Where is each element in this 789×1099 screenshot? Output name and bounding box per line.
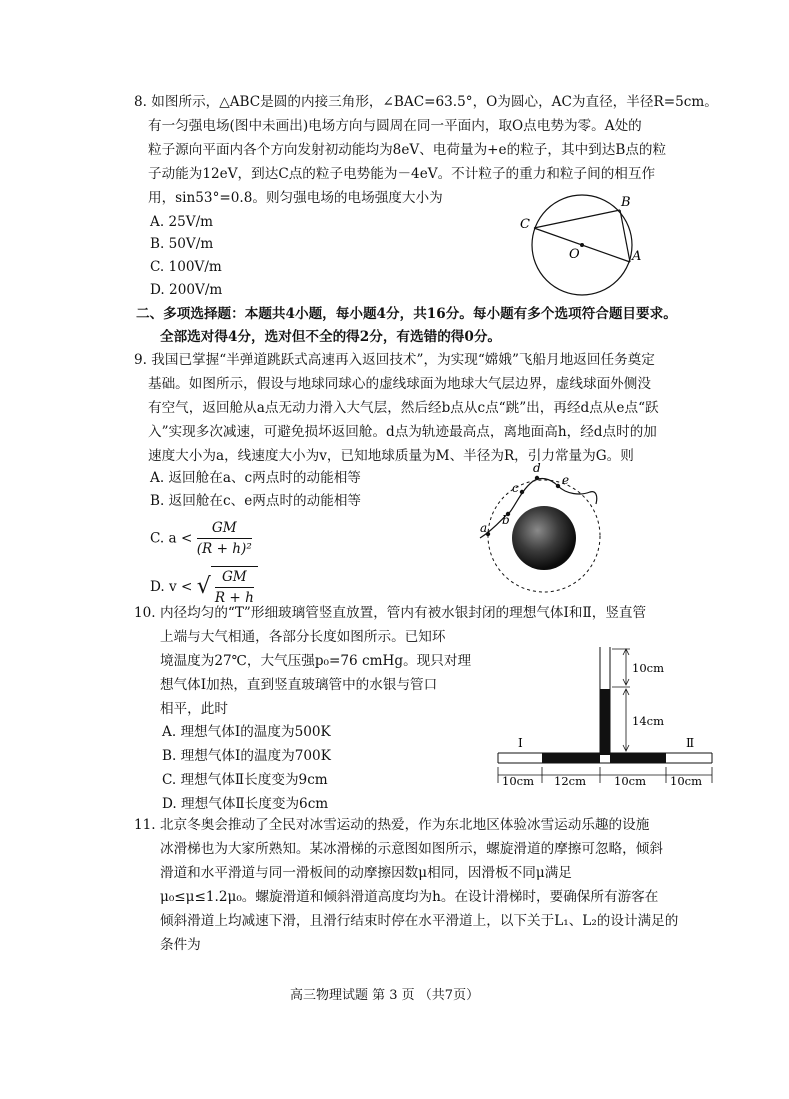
q10-label-14cm: 14cm	[632, 714, 664, 728]
q8-option-b: B. 50V/m	[150, 236, 214, 252]
q8-option-a: A. 25V/m	[150, 214, 214, 230]
q10-line-2: 上端与大气相通，各部分长度如图所示。已知环	[160, 629, 446, 645]
q9-option-d-numerator: GM	[215, 567, 254, 588]
q9-line-1: 9. 我国已掌握“半弹道跳跃式高速再入返回技术”，为实现“嫦娥”飞船月地返回任务奠定	[134, 352, 655, 368]
q9-option-c-numerator: GM	[197, 518, 252, 539]
q10-option-b: B. 理想气体Ⅰ的温度为700K	[162, 748, 331, 764]
q11-line-3: 滑道和水平滑道与同一滑板间的动摩擦因数μ相同，因滑板不同μ满足	[160, 865, 572, 881]
q8-circle-figure	[510, 190, 650, 300]
q9-label-c: c	[512, 481, 519, 495]
q11-line-6: 条件为	[160, 937, 201, 953]
q8-line-5: 用，sin53°=0.8。则匀强电场的电场强度大小为	[148, 190, 443, 206]
q9-line-2: 基础。如图所示，假设与地球同球心的虚线球面为地球大气层边界，虚线球面外侧没	[148, 376, 651, 392]
q9-option-b: B. 返回舱在c、e两点时的动能相等	[150, 493, 362, 509]
q9-label-a: a	[480, 521, 488, 535]
q8-line-1: 8. 如图所示，△ABC是圆的内接三角形，∠BAC=63.5°，O为圆心，AC为直径，半径R=5cm。	[134, 94, 718, 110]
q9-label-b: b	[502, 513, 510, 527]
q10-left-mercury	[542, 753, 600, 763]
q10-label-gas-ii: Ⅱ	[686, 736, 695, 750]
q9-point-d	[535, 476, 539, 480]
q8-option-d: D. 200V/m	[150, 282, 223, 298]
q10-vertical-mercury	[600, 689, 610, 755]
q11-line-4: μ₀≤μ≤1.2μ₀。螺旋滑道和倾斜滑道高度均为h。在设计滑梯时，要确保所有游客在	[160, 889, 659, 905]
q10-line-5: 相平，此时	[160, 701, 228, 717]
q10-option-a: A. 理想气体Ⅰ的温度为500K	[162, 724, 331, 740]
q9-line-5: 速度大小为a，线速度大小为v，已知地球质量为M、半径为R，引力常量为G。则	[148, 448, 634, 464]
q9-label-d: d	[533, 461, 541, 475]
q10-option-c: C. 理想气体Ⅱ长度变为9cm	[162, 772, 328, 788]
q10-option-d: D. 理想气体Ⅱ长度变为6cm	[162, 796, 329, 812]
q9-point-e	[556, 484, 560, 488]
q9-option-c-prefix: C. a <	[150, 530, 193, 547]
q8-option-c: C. 100V/m	[150, 259, 222, 275]
q9-option-c	[150, 518, 252, 559]
section2-title: 二、多项选择题：本题共4小题，每小题4分，共16分。每小题有多个选项符合题目要求。	[136, 306, 677, 322]
q8-chord-ba	[620, 210, 630, 262]
q8-line-2: 有一匀强电场(图中未画出)电场方向与圆周在同一平面内，取O点电势为零。A处的	[148, 118, 642, 134]
q9-earth	[512, 506, 576, 570]
q8-center-dot	[580, 243, 584, 247]
q9-option-d-prefix: D. v <	[150, 579, 193, 595]
q9-option-d-fraction	[215, 567, 254, 608]
q9-option-d-denominator: R + h	[214, 590, 254, 606]
q10-label-b3: 10cm	[614, 774, 646, 788]
q8-line-4: 子动能为12eV，到达C点的粒子电势能为－4eV。不计粒子的重力和粒子间的相互作	[148, 166, 656, 182]
q8-label-o: O	[569, 247, 580, 262]
q11-line-1: 11. 北京冬奥会推动了全民对冰雪运动的热爱，作为东北地区体验冰雪运动乐趣的设施	[134, 817, 650, 833]
q9-earth-figure	[470, 462, 620, 592]
q9-point-c	[520, 490, 524, 494]
q8-chord-cb	[534, 210, 620, 228]
q10-label-b1: 10cm	[502, 774, 534, 788]
q10-label-b4: 10cm	[670, 774, 702, 788]
q10-line-1: 10. 内径均匀的“T”形细玻璃管竖直放置，管内有被水银封闭的理想气体Ⅰ和Ⅱ，竖直管	[134, 605, 647, 621]
q10-right-mercury	[610, 753, 666, 763]
q8-label-c: C	[520, 217, 530, 232]
q9-line-4: 入”实现多次减速，可避免损坏返回舱。d点为轨迹最高点，离地面高h，经d点时的加	[148, 424, 657, 440]
q9-sqrt-sign: √	[196, 574, 211, 599]
q10-line-4: 想气体Ⅰ加热，直到竖直玻璃管中的水银与管口	[160, 677, 438, 693]
q8-line-3: 粒子源向平面内各个方向发射初动能均为8eV、电荷量为+e的粒子，其中到达B点的粒	[148, 142, 667, 158]
q11-line-2: 冰滑梯也为大家所熟知。某冰滑梯的示意图如图所示，螺旋滑道的摩擦可忽略，倾斜	[160, 841, 663, 857]
q9-line-3: 有空气，返回舱从a点无动力滑入大气层，然后经b点从c点“跳”出，再经d点从e点“跃	[148, 400, 659, 416]
page-footer: 高三物理试题 第 3 页 （共7页）	[290, 988, 480, 1003]
q9-option-c-fraction	[197, 518, 252, 559]
q9-option-d-radicand	[211, 566, 258, 608]
q9-option-c-denominator: (R + h)²	[196, 541, 252, 557]
q10-label-b2: 12cm	[554, 774, 586, 788]
q9-label-e: e	[562, 473, 570, 487]
section2-rules: 全部选对得4分，选对但不全的得2分，有选错的得0分。	[160, 329, 502, 345]
q8-label-b: B	[621, 195, 631, 210]
q10-tube-figure	[494, 645, 716, 787]
q9-option-d	[150, 566, 258, 608]
q10-label-gas-i: Ⅰ	[518, 736, 523, 750]
q9-option-a: A. 返回舱在a、c两点时的动能相等	[150, 470, 361, 486]
q10-label-10cm-top: 10cm	[632, 661, 664, 675]
q10-line-3: 境温度为27℃，大气压强p₀=76 cmHg。现只对理	[160, 653, 472, 669]
q11-line-5: 倾斜滑道上均减速下滑，且滑行结束时停在水平滑道上，以下关于L₁、L₂的设计满足的	[160, 913, 679, 929]
q8-label-a: A	[632, 249, 642, 264]
